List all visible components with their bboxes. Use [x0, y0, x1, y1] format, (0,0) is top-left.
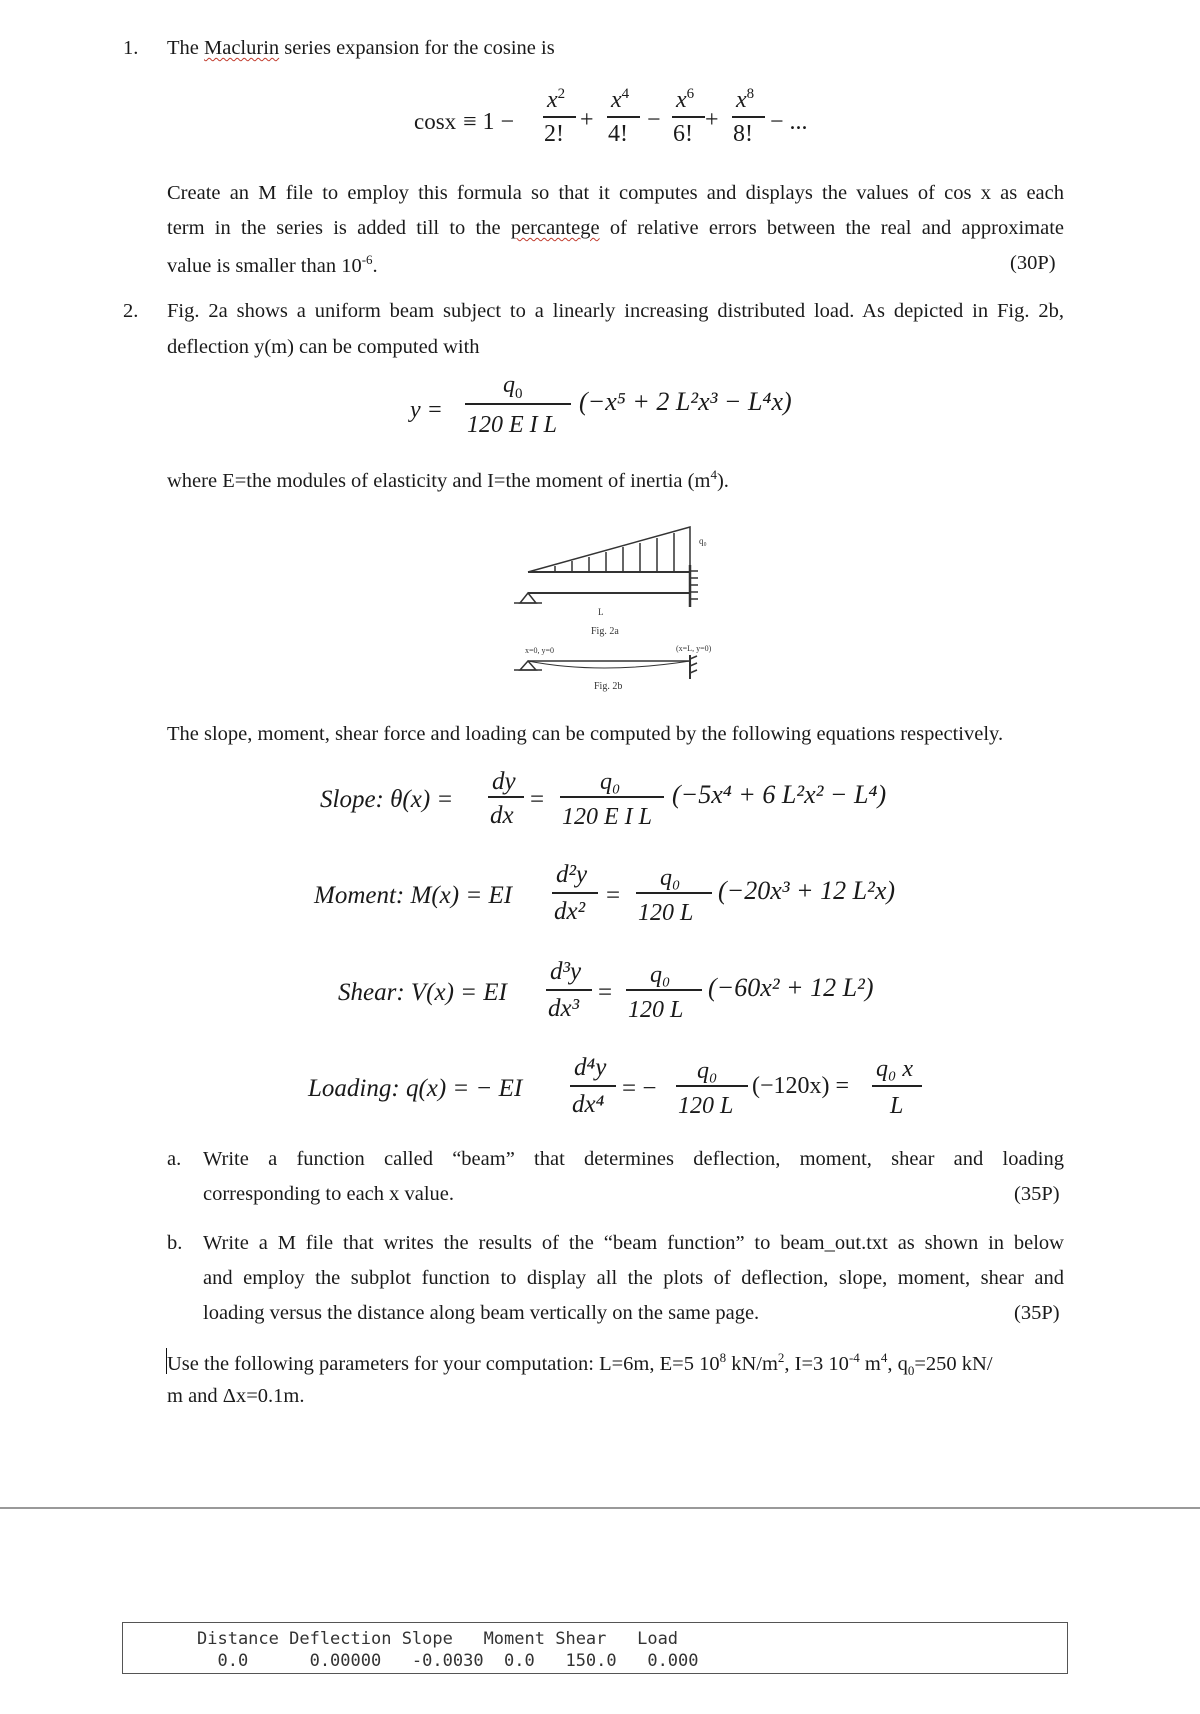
shear-deriv-bar — [546, 989, 592, 991]
deflection-frac-bar — [465, 403, 571, 405]
fig-2a-caption: Fig. 2a — [591, 626, 619, 637]
shear-expression: (−60x² + 12 L²) — [708, 973, 874, 1002]
term1-denominator: 2! — [544, 121, 564, 147]
moment-expression: (−20x³ + 12 L²x) — [718, 876, 896, 905]
q1-text-line-1: Create an M file to employ this formula so that it computes and displays the values of cos x as each — [167, 182, 1064, 204]
part-b-line-1: Write a M file that writes the results of the “beam function” to beam_out.txt as shown in below — [203, 1232, 1064, 1254]
moment-deriv-num: d²y — [556, 861, 588, 888]
shear-frac-num: q₀ — [650, 962, 671, 988]
part-b-label: b. — [167, 1232, 183, 1254]
op1: + — [580, 107, 594, 133]
q1-intro-post: series expansion for the cosine is — [284, 37, 555, 59]
loading-final-num: q₀ x — [876, 1056, 913, 1082]
length-label: L — [598, 607, 604, 617]
moment-deriv-bar — [552, 892, 598, 894]
op2: − — [647, 107, 661, 133]
loading-frac-num: q₀ — [697, 1058, 718, 1084]
loading-final-bar — [872, 1085, 922, 1087]
loading-deriv-bar — [570, 1085, 616, 1087]
term3-bar — [672, 116, 705, 118]
slope-deriv-den: dx — [490, 802, 514, 829]
q1-points: (30P) — [1010, 252, 1056, 274]
slope-deriv-num: dy — [492, 768, 516, 795]
term4-numerator: $x^8$ — [736, 86, 755, 113]
term3-numerator: $x^6$ — [676, 86, 695, 113]
question-1-intro — [167, 38, 555, 59]
slope-frac-den: 120 E I L — [562, 804, 652, 830]
output-data-row: 0.0 0.00000 -0.0030 0.0 150.0 0.000 — [197, 1651, 699, 1671]
shear-frac-bar — [626, 989, 702, 991]
shear-deriv-num: d³y — [550, 958, 582, 985]
part-a-label: a. — [167, 1148, 182, 1170]
loading-frac-bar — [676, 1085, 748, 1087]
where-line: where E=the modules of elasticity and I=the moment of inertia $(m^4)$. — [167, 467, 729, 492]
cos-equiv: ≡ 1 − — [463, 109, 515, 135]
q0-label: q₀ — [699, 536, 707, 546]
shear-eq: = — [598, 979, 613, 1006]
loading-eq: = − — [622, 1075, 657, 1102]
parameters-line-2: m and Δx=0.1m. — [167, 1385, 305, 1407]
cos-lhs: cosx — [414, 109, 457, 134]
deflection-expression: (−x⁵ + 2 L²x³ − L⁴x) — [579, 387, 792, 416]
part-b-line-2: and employ the subplot function to display all the plots of deflection, slope, moment, shear and — [203, 1267, 1064, 1289]
q1-intro-name: Maclurin — [204, 37, 280, 59]
loading-final-den: L — [890, 1093, 904, 1119]
term4-bar — [732, 116, 765, 118]
moment-label: Moment: M(x) = EI — [314, 882, 513, 909]
loading-frac-den: 120 L — [678, 1093, 734, 1119]
part-a-line-2: corresponding to each x value. — [203, 1183, 455, 1205]
deflection-numerator: $q_0$ — [503, 372, 523, 402]
q1-intro-pre: The — [167, 37, 199, 59]
q2-text-line-1: Fig. 2a shows a uniform beam subject to a linearly increasing distributed load. As depicted in Fig. 2b, — [167, 300, 1064, 322]
question-1-number: 1. — [123, 37, 139, 59]
q2-text-line-2: deflection y(m) can be computed with — [167, 336, 480, 358]
loading-deriv-num: d⁴y — [574, 1054, 607, 1081]
fig-2b-deflected-beam — [514, 655, 697, 679]
part-a-line-1: Write a function called “beam” that determines deflection, moment, shear and loading — [203, 1148, 1064, 1170]
slope-frac-num: q₀ — [600, 769, 621, 795]
term2-numerator: $x^4$ — [611, 86, 630, 113]
part-a-points: (35P) — [1014, 1183, 1060, 1205]
slope-frac-bar — [560, 796, 664, 798]
moment-eq: = — [606, 882, 621, 909]
fig-2b-caption: Fig. 2b — [594, 681, 623, 692]
q1-text-line-2: term in the series is added till to the percantege of relative errors between the real and approximate — [167, 217, 1064, 239]
part-b-line-3: loading versus the distance along beam vertically on the same page. — [203, 1302, 760, 1324]
shear-label: Shear: V(x) = EI — [338, 979, 507, 1006]
term3-denominator: 6! — [673, 121, 693, 147]
page-separator — [0, 1507, 1200, 1509]
output-header-row: Distance Deflection Slope Moment Shear Load — [197, 1629, 679, 1649]
q1-text-line-3: value is smaller than $10^{-6}$. — [167, 252, 378, 277]
beam-figure — [500, 515, 740, 695]
loading-deriv-den: dx⁴ — [572, 1091, 605, 1118]
left-boundary-condition: x=0, y=0 — [525, 646, 555, 655]
fig-2a-beam — [514, 527, 698, 607]
part-b-points: (35P) — [1014, 1302, 1060, 1324]
term4-denominator: 8! — [733, 121, 753, 147]
deflection-lhs: y = — [410, 397, 443, 423]
slope-eq: = — [530, 786, 545, 813]
op3: + — [705, 107, 719, 133]
question-2-number: 2. — [123, 300, 139, 322]
moment-frac-num: q₀ — [660, 865, 681, 891]
parameters-line-1: Use the following parameters for your computation: L=6m, E=5 $10^8$ $kN/m^2$, I=3 $10^{-4}$ $m^4$, $q_0=250$ kN/ — [167, 1350, 993, 1378]
slope-deriv-bar — [488, 796, 524, 798]
moment-deriv-den: dx² — [554, 898, 586, 925]
slope-label: Slope: θ(x) = — [320, 786, 454, 813]
deflection-denominator: 120 E I L — [467, 412, 557, 438]
shear-deriv-den: dx³ — [548, 995, 580, 1022]
slope-expression: (−5x⁴ + 6 L²x² − L⁴) — [672, 780, 887, 809]
moment-frac-den: 120 L — [638, 900, 694, 926]
series-tail: − ... — [770, 109, 808, 135]
term1-numerator: $x^2$ — [547, 86, 566, 113]
right-boundary-condition: (x=L, y=0) — [676, 644, 712, 653]
loading-label: Loading: q(x) = − EI — [308, 1075, 523, 1102]
term2-denominator: 4! — [608, 121, 628, 147]
misspelled-word: percantege — [510, 217, 600, 239]
term2-bar — [607, 116, 640, 118]
output-sample-box — [122, 1622, 1068, 1674]
term1-bar — [543, 116, 576, 118]
load-envelope — [528, 527, 690, 572]
moment-frac-bar — [636, 892, 712, 894]
shear-frac-den: 120 L — [628, 997, 684, 1023]
equations-intro: The slope, moment, shear force and loading can be computed by the following equations respectively. — [167, 723, 1004, 745]
loading-expression: (−120x) = — [752, 1073, 850, 1099]
